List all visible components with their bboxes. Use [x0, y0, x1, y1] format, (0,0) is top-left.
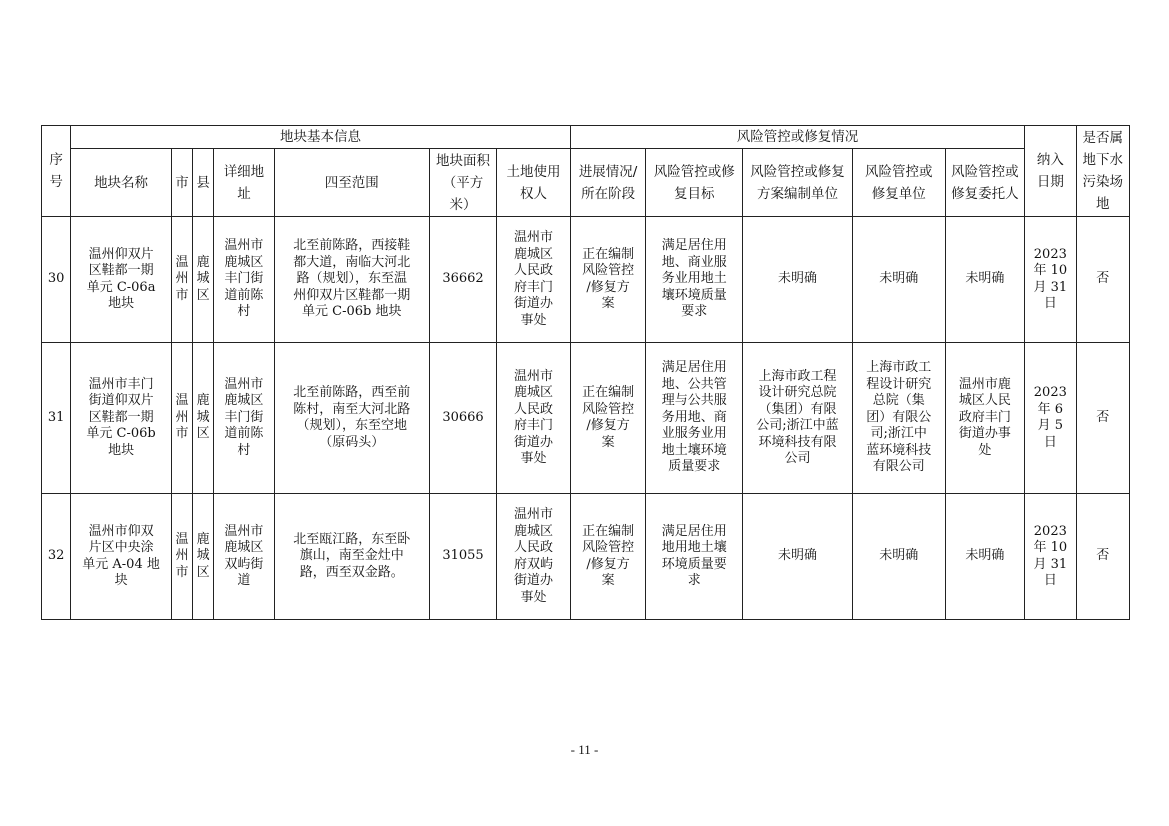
- boundary-cell: 北至前陈路，西接鞋 都大道，南临大河北 路（规划），东至温 州仰双片区鞋都一期 单元 C-06b 地块: [274, 217, 429, 343]
- basic-info-header: 地块基本信息: [71, 126, 571, 149]
- table-row: [42, 343, 1130, 494]
- repair-unit-cell: 未明确: [852, 494, 945, 620]
- date-cell: 2023 年 6 月 5 日: [1025, 343, 1076, 494]
- name-cell: 温州市仰双 片区中央涂 单元 A-04 地 块: [71, 494, 172, 620]
- groundwater-cell: 否: [1076, 494, 1129, 620]
- repair-unit-cell: 未明确: [852, 217, 945, 343]
- address-cell: 温州市 鹿城区 丰门街 道前陈 村: [214, 217, 274, 343]
- city-cell: 温 州 市: [171, 343, 192, 494]
- boundary-header: 四至范围: [274, 149, 429, 217]
- name-cell: 温州仰双片 区鞋都一期 单元 C-06a 地块: [71, 217, 172, 343]
- goal-cell: 满足居住用 地、公共管 理与公共服 务用地、商 业服务业用 地土壤环境 质量要求: [646, 343, 743, 494]
- county-cell: 鹿 城 区: [193, 217, 214, 343]
- plan-unit-cell: 上海市政工程 设计研究总院 （集团）有限 公司;浙江中蓝 环境科技有限 公司: [743, 343, 853, 494]
- column-header-row: [42, 149, 1130, 217]
- county-header: 县: [193, 149, 214, 217]
- client-cell: 未明确: [945, 217, 1025, 343]
- group-header-row: [42, 126, 1130, 149]
- land-user-cell: 温州市 鹿城区 人民政 府丰门 街道办 事处: [497, 343, 571, 494]
- progress-header: 进展情况/ 所在阶段: [570, 149, 646, 217]
- date-cell: 2023 年 10 月 31 日: [1025, 494, 1076, 620]
- area-header: 地块面积 （平方 米）: [429, 149, 496, 217]
- client-header: 风险管控或 修复委托人: [945, 149, 1025, 217]
- seq-cell: 32: [42, 494, 71, 620]
- address-cell: 温州市 鹿城区 丰门街 道前陈 村: [214, 343, 274, 494]
- date-cell: 2023 年 10 月 31 日: [1025, 217, 1076, 343]
- area-cell: 36662: [429, 217, 496, 343]
- table-row: [42, 494, 1130, 620]
- table-row: [42, 217, 1130, 343]
- boundary-cell: 北至前陈路，西至前 陈村，南至大河北路 （规划），东至空地 （原码头）: [274, 343, 429, 494]
- seq-header: 序 号: [42, 126, 71, 217]
- land-user-cell: 温州市 鹿城区 人民政 府丰门 街道办 事处: [497, 217, 571, 343]
- client-cell: 未明确: [945, 494, 1025, 620]
- goal-header: 风险管控或修 复目标: [646, 149, 743, 217]
- area-cell: 31055: [429, 494, 496, 620]
- groundwater-cell: 否: [1076, 217, 1129, 343]
- seq-cell: 31: [42, 343, 71, 494]
- county-cell: 鹿 城 区: [193, 343, 214, 494]
- land-user-header: 土地使用 权人: [497, 149, 571, 217]
- groundwater-header: 是否属 地下水 污染场 地: [1076, 126, 1129, 217]
- progress-cell: 正在编制 风险管控 /修复方 案: [570, 343, 646, 494]
- seq-cell: 30: [42, 217, 71, 343]
- address-header: 详细地 址: [214, 149, 274, 217]
- repair-unit-header: 风险管控或 修复单位: [852, 149, 945, 217]
- land-user-cell: 温州市 鹿城区 人民政 府双屿 街道办 事处: [497, 494, 571, 620]
- risk-status-header: 风险管控或修复情况: [570, 126, 1024, 149]
- repair-unit-cell: 上海市政工 程设计研究 总院（集 团）有限公 司;浙江中 蓝环境科技 有限公司: [852, 343, 945, 494]
- city-cell: 温 州 市: [171, 494, 192, 620]
- area-cell: 30666: [429, 343, 496, 494]
- boundary-cell: 北至瓯江路，东至卧 旗山，南至金灶中 路，西至双金路。: [274, 494, 429, 620]
- goal-cell: 满足居住用 地用地土壤 环境质量要 求: [646, 494, 743, 620]
- county-cell: 鹿 城 区: [193, 494, 214, 620]
- city-header: 市: [171, 149, 192, 217]
- name-header: 地块名称: [71, 149, 172, 217]
- plan-unit-cell: 未明确: [743, 217, 853, 343]
- plan-unit-cell: 未明确: [743, 494, 853, 620]
- listing-date-header: 纳入 日期: [1025, 126, 1076, 217]
- client-cell: 温州市鹿 城区人民 政府丰门 街道办事 处: [945, 343, 1025, 494]
- name-cell: 温州市丰门 街道仰双片 区鞋都一期 单元 C-06b 地块: [71, 343, 172, 494]
- page-number: - 11 -: [570, 742, 599, 757]
- goal-cell: 满足居住用 地、商业服 务业用地土 壤环境质量 要求: [646, 217, 743, 343]
- contaminated-site-table: [41, 125, 1130, 620]
- plan-unit-header: 风险管控或修复 方案编制单位: [743, 149, 853, 217]
- progress-cell: 正在编制 风险管控 /修复方 案: [570, 217, 646, 343]
- address-cell: 温州市 鹿城区 双屿街 道: [214, 494, 274, 620]
- progress-cell: 正在编制 风险管控 /修复方 案: [570, 494, 646, 620]
- groundwater-cell: 否: [1076, 343, 1129, 494]
- city-cell: 温 州 市: [171, 217, 192, 343]
